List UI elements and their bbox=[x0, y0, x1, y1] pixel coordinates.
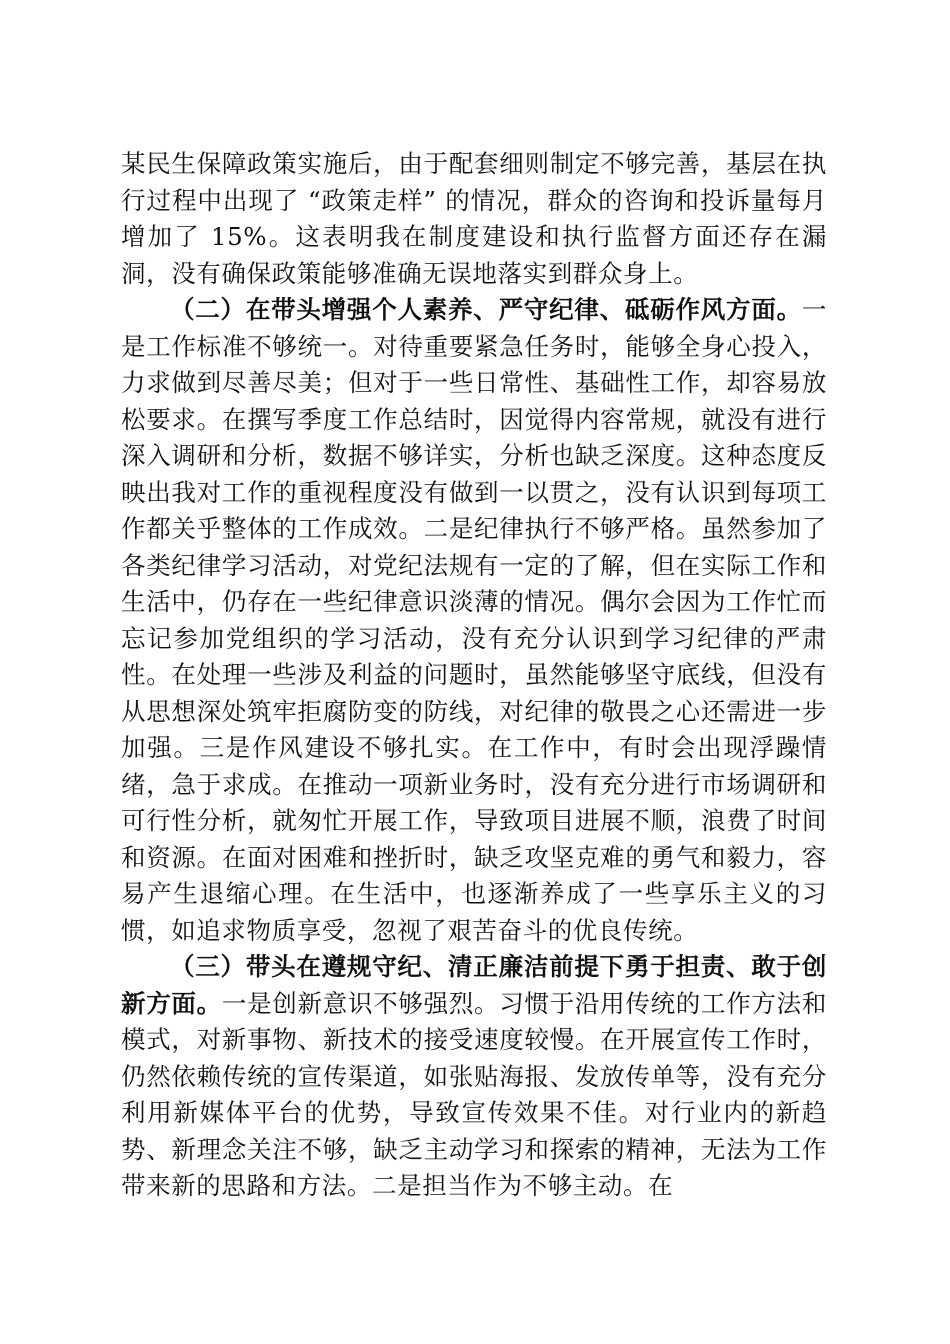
paragraph-text: 一是工作标准不够统一。对待重要紧急任务时，能够全身心投入，力求做到尽善尽美；但对于一些日常性、基础性工作，却容易放松要求。在撰写季度工作总结时，因觉得内容常规，就没有进行深入调研和分析，数据不够详实，分析也缺乏深度。这种态度反映出我对工作的重视程度没有做到一以贯之，没有认识到每项工作都关乎整体的工作成效。二是纪律执行不够严格。虽然参加了各类纪律学习活动，对党纪法规有一定的了解，但在实际工作和生活中，仍存在一些纪律意识淡薄的情况。偶尔会因为工作忙而忘记参加党组织的学习活动，没有充分认识到学习纪律的严肃性。在处理一些涉及利益的问题时，虽然能够坚守底线，但没有从思想深处筑牢拒腐防变的防线，对纪律的敬畏之心还需进一步加强。三是作风建设不够扎实。在工作中，有时会出现浮躁情绪，急于求成。在推动一项新业务时，没有充分进行市场调研和可行性分析，就匆忙开展工作，导致项目进展不顺，浪费了时间和资源。在面对困难和挫折时，缺乏攻坚克难的勇气和毅力，容易产生退缩心理。在生活中，也逐渐养成了一些享乐主义的习惯，如追求物质享受，忽视了艰苦奋斗的优良传统。 bbox=[121, 295, 827, 945]
document-body bbox=[121, 146, 827, 1205]
paragraph-section-three bbox=[121, 949, 827, 1205]
paragraph-continuation bbox=[121, 146, 827, 292]
paragraph-text: 一是创新意识不够强烈。习惯于沿用传统的工作方法和模式，对新事物、新技术的接受速度较慢。在开展宣传工作时，仍然依赖传统的宣传渠道，如张贴海报、发放传单等，没有充分利用新媒体平台的优势，导致宣传效果不佳。对行业内的新趋势、新理念关注不够，缺乏主动学习和探索的精神，无法为工作带来新的思路和方法。二是担当作为不够主动。在 bbox=[121, 988, 827, 1200]
section-heading-two: （二）在带头增强个人素养、严守纪律、砥砺作风方面。 bbox=[170, 295, 802, 324]
paragraph-section-two bbox=[121, 292, 827, 949]
paragraph-text: 某民生保障政策实施后，由于配套细则制定不够完善，基层在执行过程中出现了 “政策走样” 的情况，群众的咨询和投诉量每月增加了 15%。这表明我在制度建设和执行监督方面还存在漏洞，没有确保政策能够准确无误地落实到群众身上。 bbox=[121, 149, 827, 288]
section-heading-three: （三）带头在遵规守纪、清正廉洁前提下勇于担责、敢于创新方面。 bbox=[121, 952, 827, 1018]
